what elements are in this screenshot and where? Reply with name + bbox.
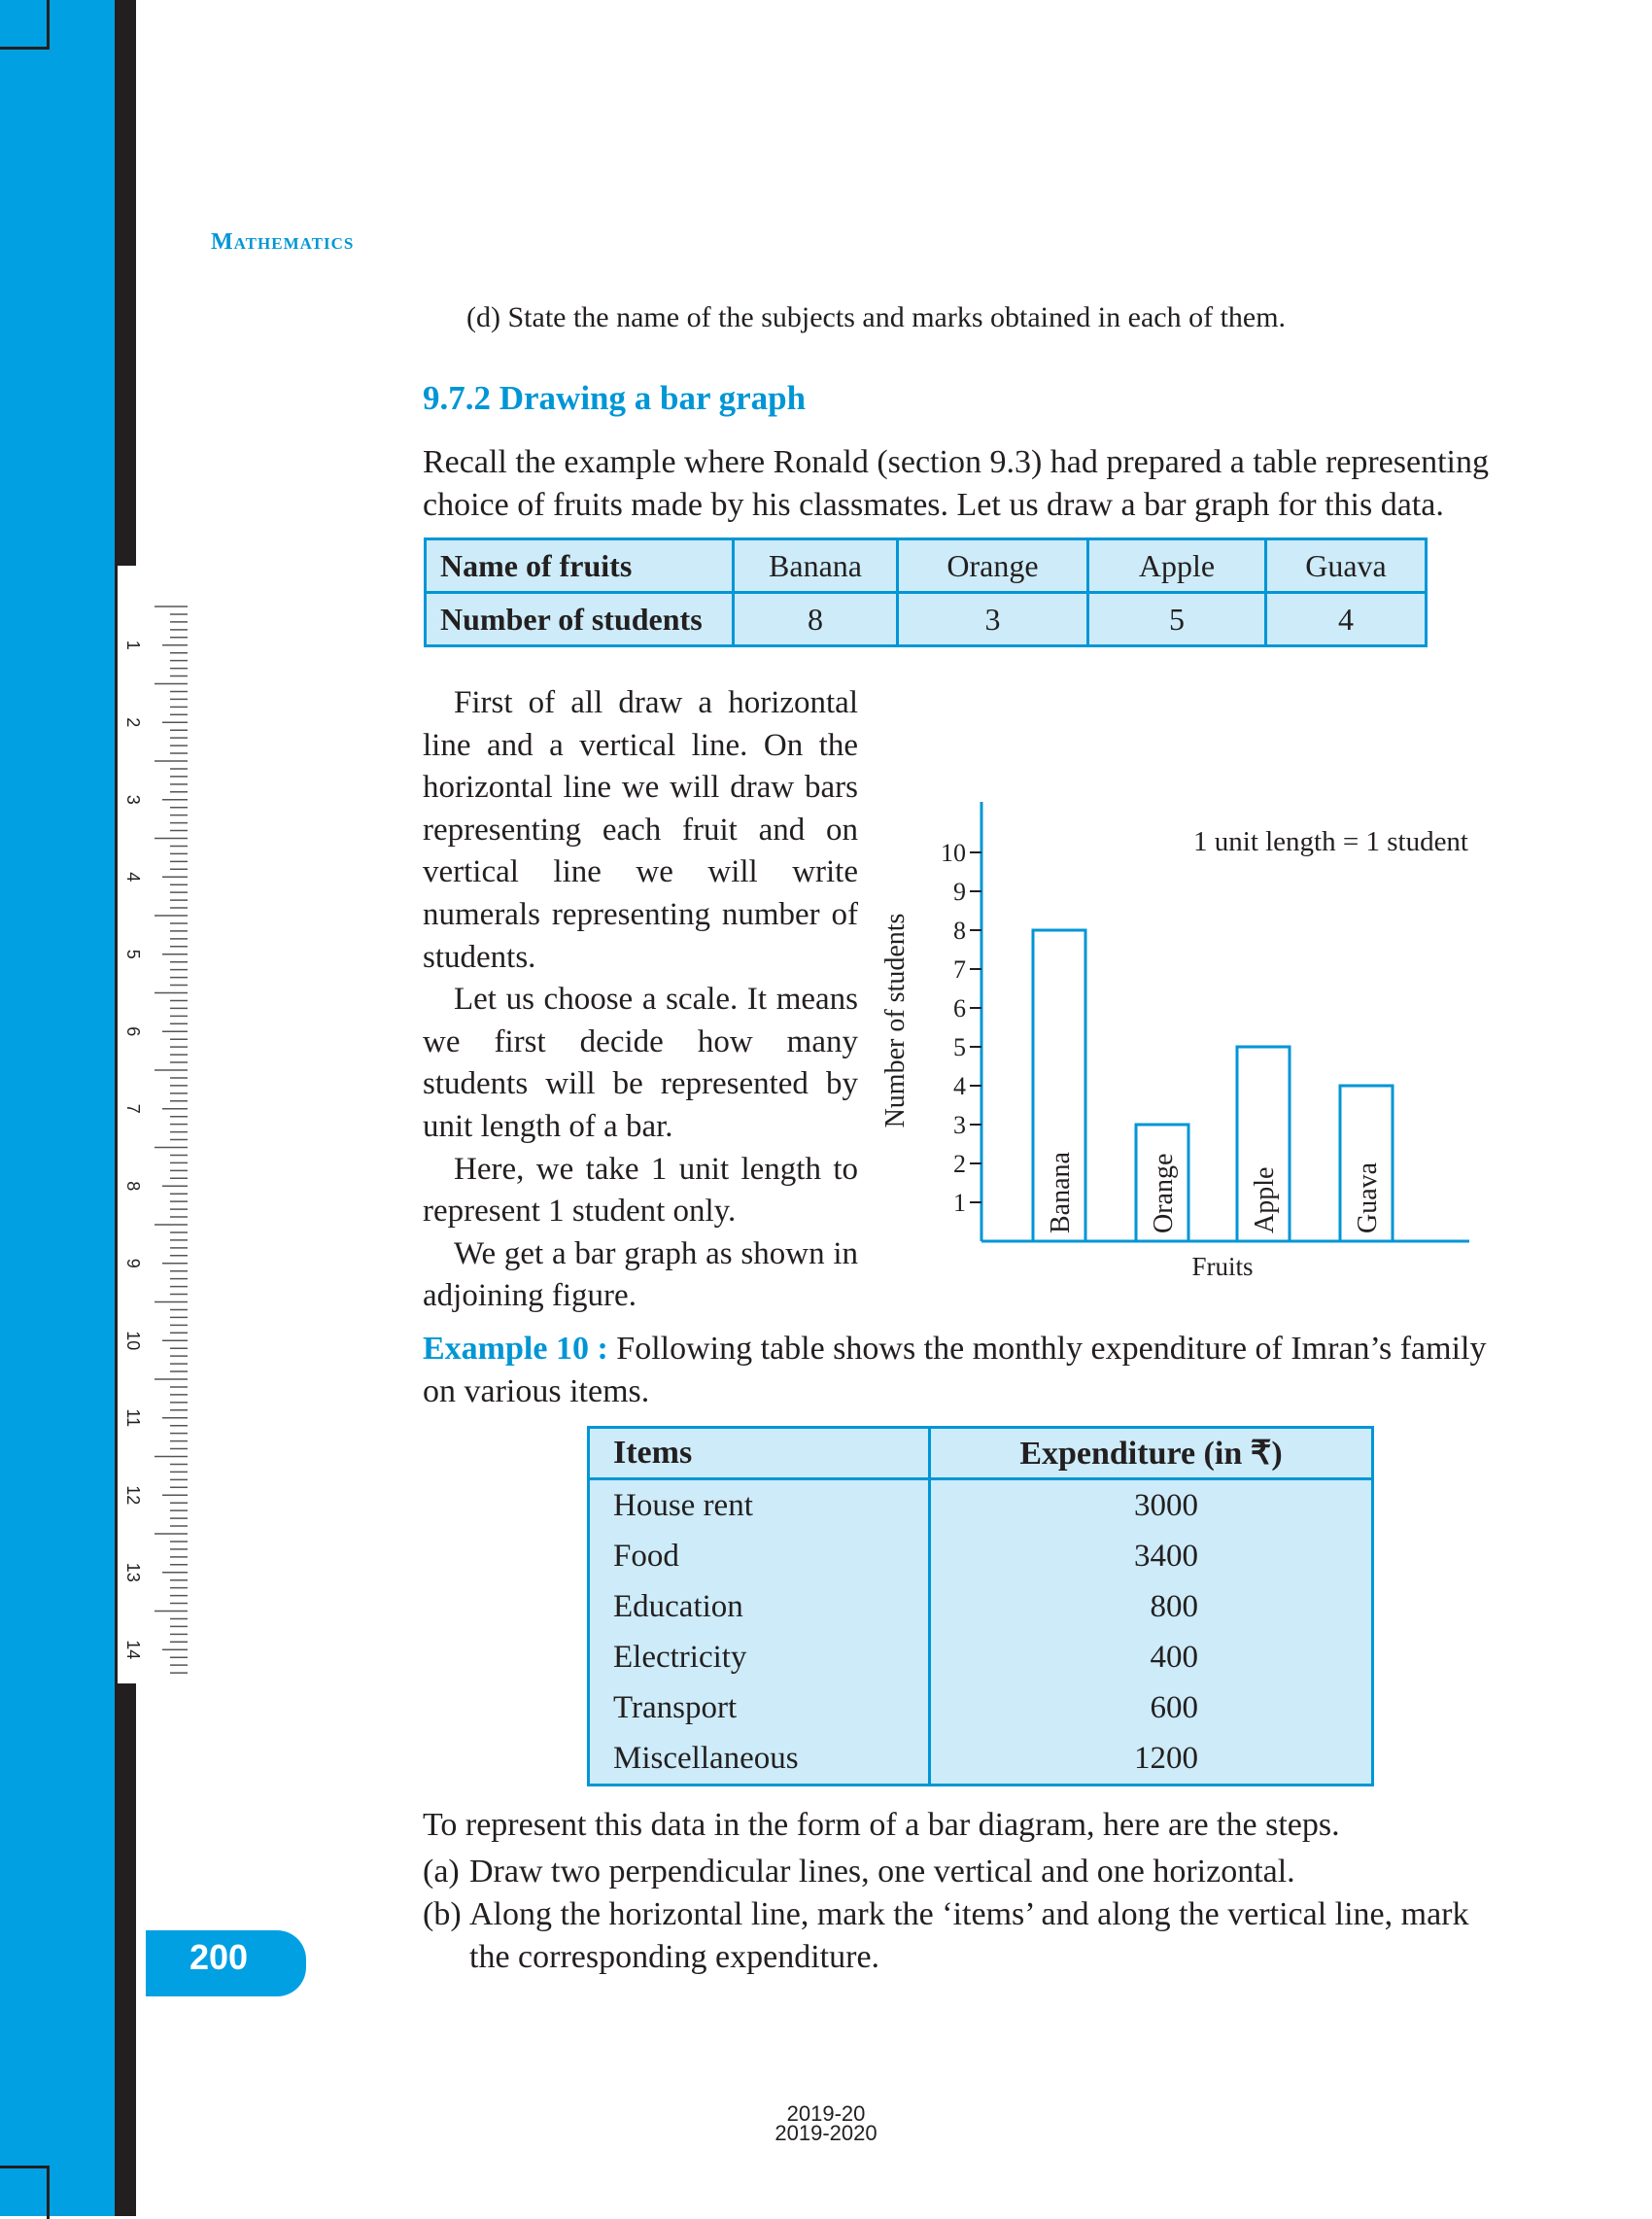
table-header-row: [589, 1428, 1373, 1479]
crop-mark-bottom: [0, 2166, 50, 2219]
y-tick-label: 9: [953, 878, 966, 906]
y-tick-label: 1: [953, 1189, 966, 1217]
footer-year: 2019-20: [786, 2101, 866, 2126]
bar-label: Apple: [1250, 1166, 1280, 1233]
ruler-number: 14: [123, 1640, 143, 1660]
table-row: [589, 1632, 1373, 1682]
y-tick-label: 10: [941, 839, 966, 867]
footer-year-range: 2019-2020: [774, 2121, 878, 2145]
ruler-scale: [118, 566, 190, 1683]
section-title: 9.7.2 Drawing a bar graph: [423, 379, 807, 417]
ruler-number: 8: [123, 1181, 143, 1192]
ruler-number: 12: [123, 1485, 143, 1506]
x-axis-label: Fruits: [1191, 1252, 1254, 1281]
expenditure-cell: 3400: [1134, 1538, 1198, 1574]
table-header-cell: Number of students: [426, 593, 734, 646]
table-cell: 5: [1088, 593, 1266, 646]
crop-mark-top: [0, 0, 50, 50]
step-text: Draw two perpendicular lines, one vertical and one horizontal.: [469, 1854, 1295, 1890]
step-label: (b): [423, 1896, 462, 1932]
ruler-number: 1: [123, 640, 143, 650]
running-head: Mathematics: [211, 229, 355, 255]
y-tick-label: 2: [953, 1150, 966, 1178]
paragraph: First of all draw a horizontal line and a vertical line. On the horizontal line we will draw bars representing each fruit and on vertical line we will write numerals representing number of students.: [423, 685, 858, 975]
table-row: [589, 1581, 1373, 1632]
example-text: Following table shows the monthly expenditure of Imran’s family on various items.: [423, 1331, 1487, 1409]
y-tick-label: 4: [953, 1072, 966, 1100]
expenditure-cell: 400: [1150, 1639, 1198, 1675]
ruler-number: 10: [123, 1331, 143, 1351]
step-a: [423, 1851, 1501, 1893]
item-cell: Food: [589, 1531, 930, 1581]
y-tick-label: 3: [953, 1111, 966, 1139]
ruler-number: 2: [123, 717, 143, 728]
example-label: Example 10 :: [423, 1331, 608, 1367]
table-cell: Guava: [1266, 539, 1427, 593]
expenditure-cell: 1200: [1134, 1740, 1198, 1776]
bar-label: Orange: [1149, 1153, 1179, 1233]
table-row: [426, 539, 1427, 593]
item-cell: House rent: [589, 1479, 930, 1532]
item-cell: Education: [589, 1581, 930, 1632]
paragraph: Let us choose a scale. It means we first decide how many students will be represented by unit length of a bar.: [423, 982, 858, 1144]
explanation-text: [423, 682, 858, 1318]
ruler-number: 9: [123, 1258, 143, 1268]
scale-annotation: 1 unit length = 1 student: [1193, 826, 1468, 857]
step-label: (a): [423, 1854, 460, 1890]
table-row: [589, 1682, 1373, 1733]
y-tick-label: 6: [953, 994, 966, 1023]
ruler-number: 4: [123, 872, 143, 883]
table-cell: Apple: [1088, 539, 1266, 593]
table-row: [589, 1479, 1373, 1532]
y-tick-label: 8: [953, 917, 966, 945]
margin-blue-strip: [0, 0, 115, 2216]
ruler-number: 7: [123, 1103, 143, 1114]
table-cell: 4: [1266, 593, 1427, 646]
ruler-image: [115, 566, 190, 1683]
table-row: [589, 1531, 1373, 1581]
footer: [680, 2101, 972, 2145]
ruler-number: 11: [123, 1408, 143, 1428]
table-row: [589, 1733, 1373, 1786]
table-cell: 8: [734, 593, 898, 646]
example-10: [423, 1328, 1501, 1413]
table-row: [426, 593, 1427, 646]
table-header-cell: Name of fruits: [426, 539, 734, 593]
ruler-number: 6: [123, 1026, 143, 1037]
table-cell: Orange: [898, 539, 1088, 593]
page-number: 200: [189, 1937, 249, 1977]
step-text: Along the horizontal line, mark the ‘items’ and along the vertical line, mark the corresponding expenditure.: [469, 1896, 1469, 1975]
item-cell: Electricity: [589, 1632, 930, 1682]
y-axis-label: Number of students: [880, 913, 911, 1128]
item-cell: Transport: [589, 1682, 930, 1733]
fruit-table: [424, 537, 1428, 647]
bar-label: Banana: [1046, 1152, 1076, 1233]
ruler-number: 13: [123, 1562, 143, 1582]
table-cell: Banana: [734, 539, 898, 593]
ruler-number: 3: [123, 794, 143, 805]
paragraph: We get a bar graph as shown in adjoining figure.: [423, 1235, 858, 1314]
expenditure-cell: 3000: [1134, 1487, 1198, 1523]
steps-intro: To represent this data in the form of a bar diagram, here are the steps.: [423, 1807, 1340, 1843]
expenditure-cell: 800: [1150, 1588, 1198, 1624]
steps-section: [423, 1804, 1501, 1979]
y-tick-label: 7: [953, 955, 966, 984]
step-b: [423, 1893, 1501, 1979]
expenditure-cell: 600: [1150, 1689, 1198, 1725]
column-header-expenditure: Expenditure (in ₹): [930, 1428, 1373, 1479]
expenditure-table: [587, 1426, 1374, 1786]
bar-label: Guava: [1353, 1162, 1383, 1233]
column-header-items: Items: [589, 1428, 930, 1479]
question-d: (d) State the name of the subjects and marks obtained in each of them.: [466, 301, 1287, 333]
intro-paragraph: Recall the example where Ronald (section 9.3) had prepared a table representing choice of fruits made by his classmates. Let us draw a bar graph for this data.: [423, 444, 1489, 523]
table-cell: 3: [898, 593, 1088, 646]
y-tick-label: 5: [953, 1033, 966, 1061]
paragraph: Here, we take 1 unit length to represent 1 student only.: [423, 1151, 858, 1230]
item-cell: Miscellaneous: [589, 1733, 930, 1786]
ruler-number: 5: [123, 949, 143, 959]
fruit-bar-chart: [875, 792, 1497, 1298]
